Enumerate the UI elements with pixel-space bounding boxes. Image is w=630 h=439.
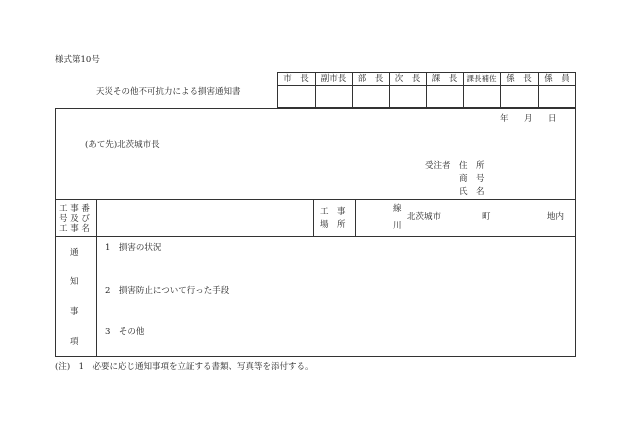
stamp-header-section-chief: 課 長 bbox=[431, 73, 458, 84]
work-label-line-1: 工 事 番 bbox=[59, 204, 90, 214]
work-site-label-line-1: 工 事 bbox=[320, 207, 346, 217]
footnote: (注) 1 必要に応じ通知事項を立証する書類、写真等を添付する。 bbox=[55, 362, 314, 372]
addressee: (あて先)北茨城市長 bbox=[85, 140, 160, 150]
contractor-name-label: 氏 名 bbox=[459, 187, 485, 197]
stamp-header-director: 部 長 bbox=[357, 73, 384, 84]
contractor-trade-name-label: 商 号 bbox=[459, 174, 485, 184]
form-number: 様式第10号 bbox=[55, 55, 100, 65]
work-label-line-3: 工 事 名 bbox=[59, 224, 90, 234]
stamp-header-assistant-chief: 課長補佐 bbox=[466, 74, 497, 84]
notice-item-prevention-measures: 2 損害防止について行った手段 bbox=[105, 286, 230, 296]
work-site-label-line-2: 場 所 bbox=[320, 220, 346, 230]
document-title: 天災その他不可抗力による損害通知書 bbox=[96, 87, 241, 97]
date-month-label: 月 bbox=[524, 114, 533, 124]
route-char: 線 bbox=[393, 204, 402, 214]
notice-label-char-2: 知 bbox=[70, 277, 79, 287]
date-year-label: 年 bbox=[500, 114, 509, 124]
notice-label-char-3: 事 bbox=[70, 307, 79, 317]
contractor-address-label: 住 所 bbox=[459, 161, 485, 171]
work-site-area: 地内 bbox=[547, 212, 565, 222]
river-char: 川 bbox=[393, 221, 402, 231]
notice-item-other: 3 その他 bbox=[105, 327, 145, 337]
stamp-header-unit-chief: 係 長 bbox=[506, 73, 532, 84]
stamp-header-staff: 係 員 bbox=[544, 73, 570, 84]
date-day-label: 日 bbox=[548, 114, 557, 124]
stamp-header-deputy-mayor: 副市長 bbox=[320, 73, 347, 84]
notice-label-char-1: 通 bbox=[70, 248, 79, 258]
work-site-town: 町 bbox=[482, 212, 491, 222]
notice-item-damage-status: 1 損害の状況 bbox=[105, 243, 162, 253]
stamp-header-deputy-director: 次 長 bbox=[394, 73, 421, 84]
work-site-city: 北茨城市 bbox=[407, 212, 442, 222]
work-label-line-2: 号 及 び bbox=[59, 214, 90, 224]
contractor-heading: 受注者 bbox=[425, 161, 451, 171]
stamp-header-mayor: 市 長 bbox=[283, 73, 309, 84]
notice-label-char-4: 項 bbox=[70, 337, 79, 347]
